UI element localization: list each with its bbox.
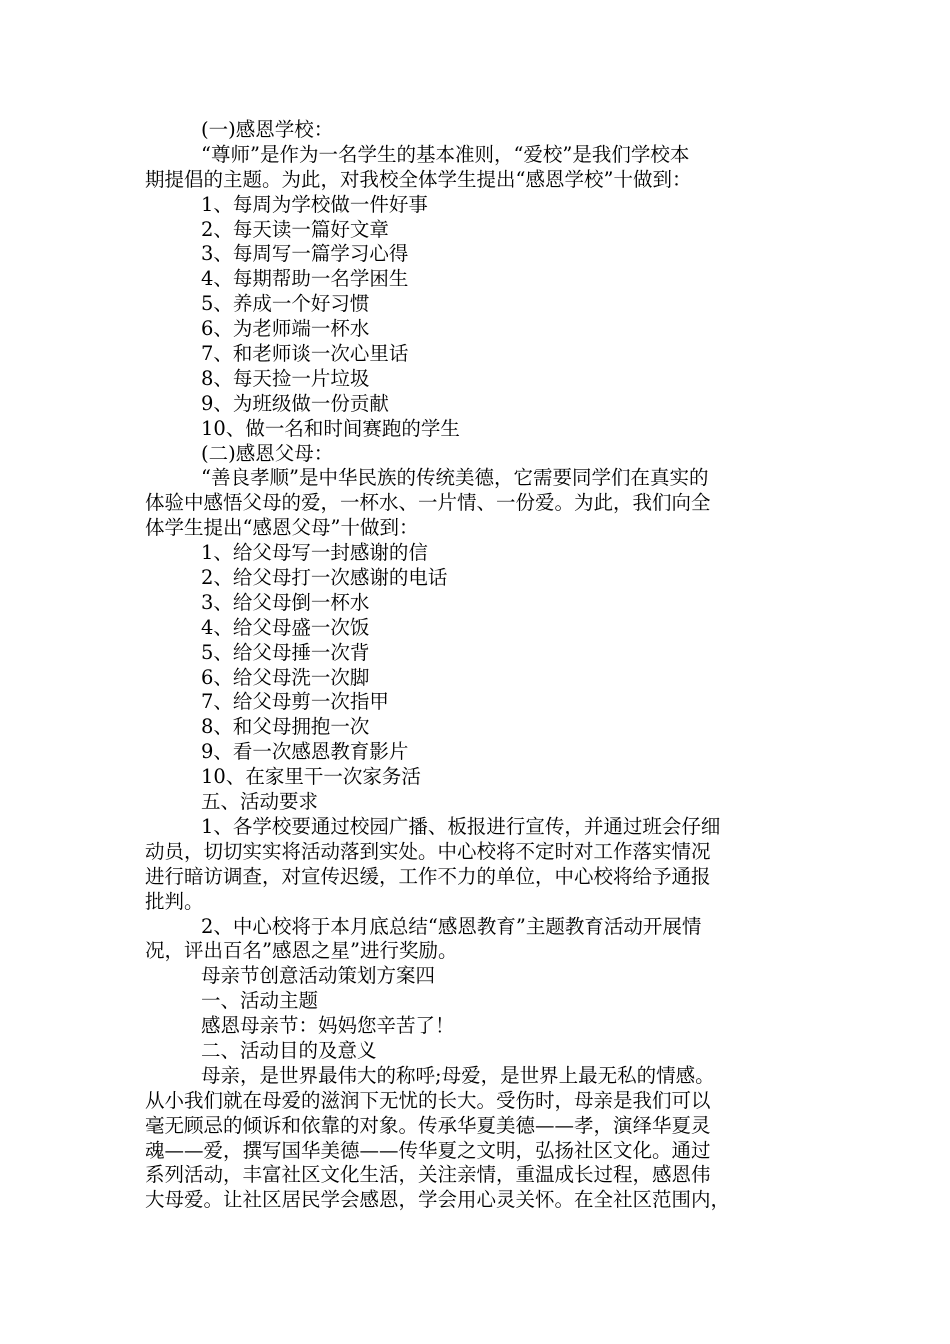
text-line: 一、活动主题 <box>201 989 319 1013</box>
text-line: 毫无顾忌的倾诉和依靠的对象。传承华夏美德——孝，演绎华夏灵 <box>145 1113 711 1137</box>
text-line: 1、各学校要通过校园广播、板报进行宣传，并通过班会仔细 <box>201 814 721 838</box>
text-line: “善良孝顺”是中华民族的传统美德，它需要同学们在真实的 <box>201 466 709 490</box>
text-line: 1、每周为学校做一件好事 <box>201 192 428 216</box>
text-line: 9、看一次感恩教育影片 <box>201 740 409 764</box>
text-line: (一)感恩学校： <box>201 118 334 141</box>
document-body <box>145 118 815 1213</box>
text-line: 体验中感悟父母的爱，一杯水、一片情、一份爱。为此，我们向全 <box>145 491 711 515</box>
text-line: 4、每期帮助一名学困生 <box>201 267 409 291</box>
text-line: 五、活动要求 <box>201 790 319 814</box>
text-line: 2、每天读一篇好文章 <box>201 217 389 241</box>
text-line: 二、活动目的及意义 <box>201 1038 377 1062</box>
text-line: 2、给父母打一次感谢的电话 <box>201 566 448 590</box>
text-line: 魂——爱，撰写国华美德——传华夏之文明，弘扬社区文化。通过 <box>145 1138 711 1162</box>
text-line: 进行暗访调查，对宣传迟缓，工作不力的单位，中心校将给予通报 <box>145 864 711 888</box>
text-line: (二)感恩父母： <box>201 441 334 465</box>
text-line: 系列活动，丰富社区文化生活，关注亲情，重温成长过程，感恩伟 <box>145 1163 711 1187</box>
text-line: 感恩母亲节：妈妈您辛苦了！ <box>201 1014 455 1038</box>
text-line: 8、和父母拥抱一次 <box>201 715 370 739</box>
text-line: 从小我们就在母爱的滋润下无忧的长大。受伤时，母亲是我们可以 <box>145 1088 711 1112</box>
text-line: 10、在家里干一次家务活 <box>201 765 421 789</box>
text-line: 5、给父母捶一次背 <box>201 640 370 664</box>
text-line: 母亲，是世界最伟大的称呼;母爱，是世界上最无私的情感。 <box>201 1063 715 1087</box>
text-line: 5、养成一个好习惯 <box>201 292 370 316</box>
text-line: 7、给父母剪一次指甲 <box>201 690 389 714</box>
text-line: 3、每周写一篇学习心得 <box>201 242 409 266</box>
text-line: 大母爱。让社区居民学会感恩，学会用心灵关怀。在全社区范围内， <box>145 1188 731 1212</box>
text-line: 9、为班级做一份贡献 <box>201 391 389 415</box>
text-line: 况，评出百名”感恩之星”进行奖励。 <box>145 939 458 963</box>
text-line: 7、和老师谈一次心里话 <box>201 342 409 366</box>
text-line: 6、为老师端一杯水 <box>201 317 370 341</box>
text-line: 10、做一名和时间赛跑的学生 <box>201 416 460 440</box>
text-line: 体学生提出“感恩父母”十做到： <box>145 516 419 540</box>
text-line: 8、每天捡一片垃圾 <box>201 366 370 390</box>
text-line: “尊师”是作为一名学生的基本准则，“爱校”是我们学校本 <box>201 142 690 166</box>
text-line: 1、给父母写一封感谢的信 <box>201 541 428 565</box>
text-line: 母亲节创意活动策划方案四 <box>201 964 436 988</box>
text-line: 4、给父母盛一次饭 <box>201 615 370 639</box>
text-line: 3、给父母倒一杯水 <box>201 590 370 614</box>
text-line: 动员，切切实实将活动落到实处。中心校将不定时对工作落实情况 <box>145 839 711 863</box>
text-line: 6、给父母洗一次脚 <box>201 665 370 689</box>
text-line: 期提倡的主题。为此，对我校全体学生提出“感恩学校”十做到： <box>145 167 692 191</box>
text-line: 2、中心校将于本月底总结“感恩教育”主题教育活动开展情 <box>201 914 702 938</box>
text-line: 批判。 <box>145 889 204 913</box>
